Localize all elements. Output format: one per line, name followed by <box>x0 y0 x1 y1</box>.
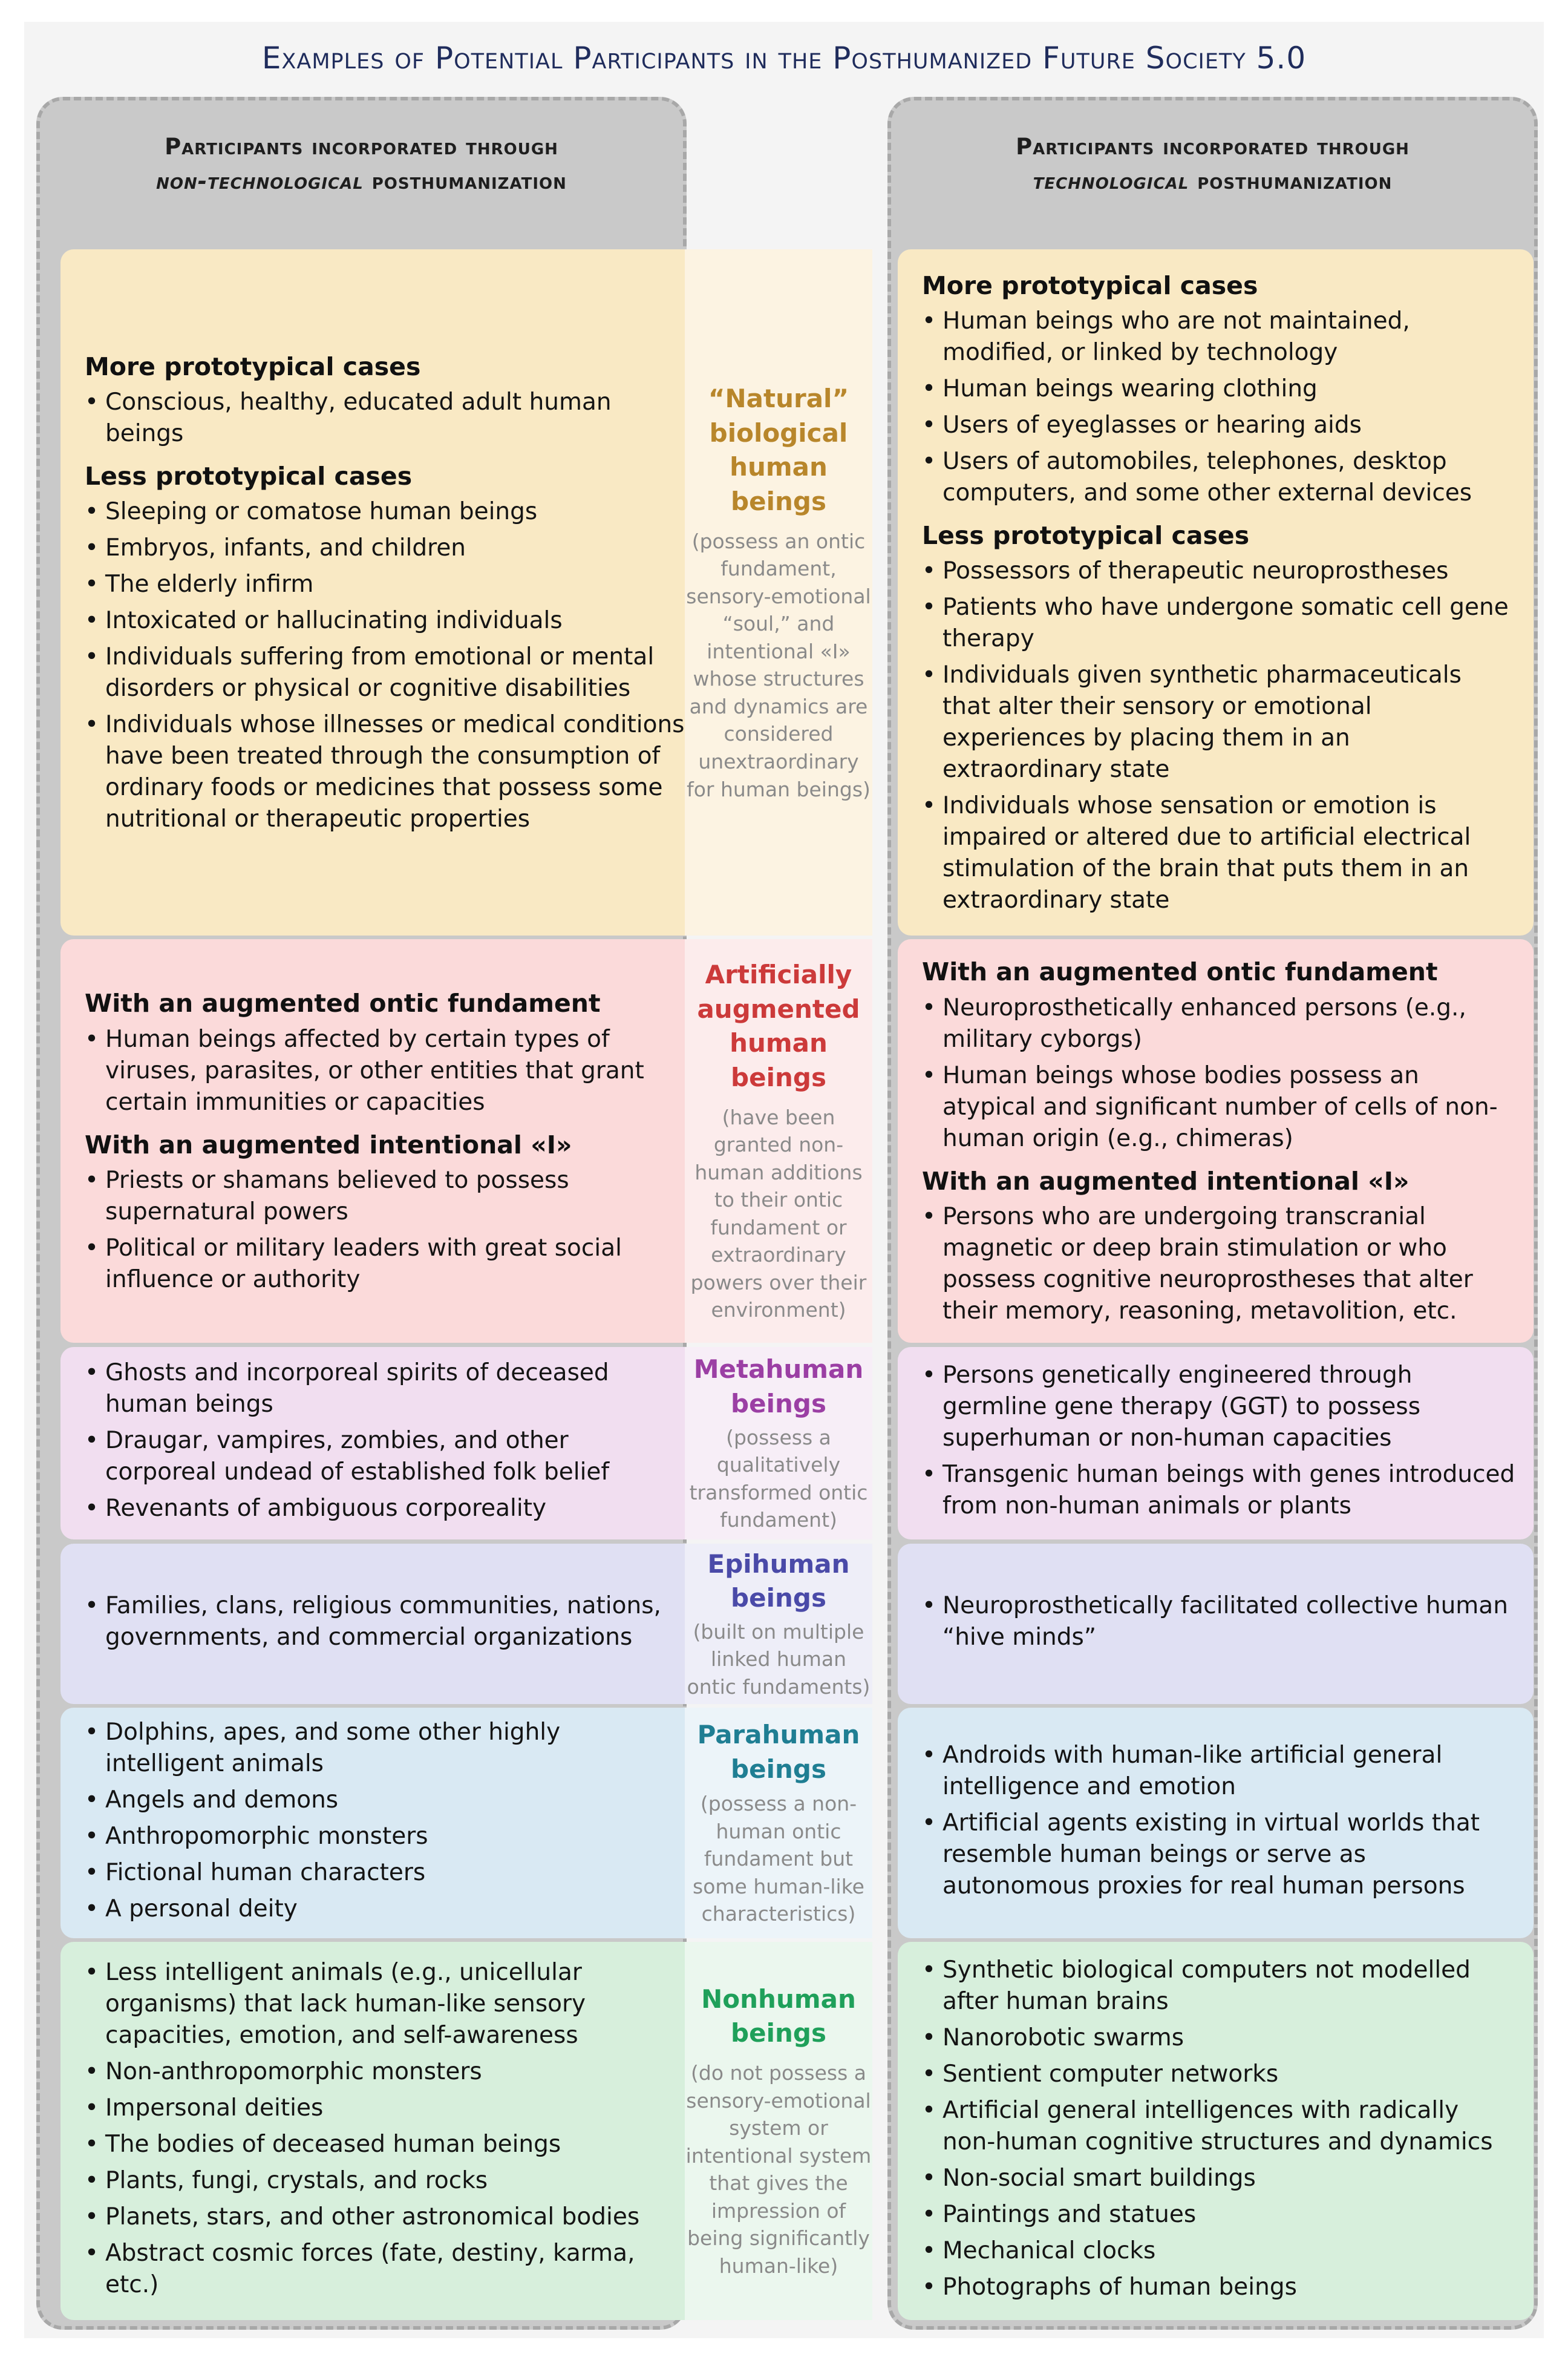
list-item: • Persons who are undergoing transcranial magnetic or deep brain stimulation or who possess cognitive neuroprostheses that alter their memory, reasoning, metavolition, etc. <box>922 1201 1515 1327</box>
list-item: • Possessors of therapeutic neuroprostheses <box>922 556 1515 587</box>
list-item: • Human beings wearing clothing <box>922 373 1515 405</box>
left-header-italic: non-technological <box>156 168 364 194</box>
bullet-list <box>922 1201 1515 1332</box>
list-item: • Sentient computer networks <box>922 2059 1515 2090</box>
category-description: (do not possess a sensory-emotional system or intentional system that gives the impression of being significantly human-like) <box>685 2061 872 2278</box>
list-item: • Nanorobotic swarms <box>922 2022 1515 2054</box>
bullet-list <box>85 1957 685 2306</box>
row-parahuman-middle <box>685 1708 872 1938</box>
list-item: • Patients who have undergone somatic cell gene therapy <box>922 592 1515 655</box>
bullet-list <box>85 496 685 840</box>
list-item: • Plants, fungi, crystals, and rocks <box>85 2165 685 2197</box>
list-item: • Individuals suffering from emotional or mental disorders or physical or cognitive disabilities <box>85 641 685 704</box>
list-item: • Androids with human-like artificial general intelligence and emotion <box>922 1740 1515 1803</box>
row-epihuman-right <box>898 1544 1534 1704</box>
category-name: Parahuman beings <box>697 1719 860 1784</box>
list-item: • Abstract cosmic forces (fate, destiny, karma, etc.) <box>85 2238 685 2301</box>
bullet-list <box>85 387 685 454</box>
group-heading: More prototypical cases <box>922 270 1258 300</box>
list-item: • Intoxicated or hallucinating individuals <box>85 605 685 637</box>
row-nonhuman-left <box>60 1942 703 2320</box>
right-header-rest: posthumanization <box>1189 168 1393 194</box>
bullet-list <box>922 1955 1515 2308</box>
row-natural-middle <box>685 249 872 936</box>
list-item: • Draugar, vampires, zombies, and other corporeal undead of established folk belief <box>85 1425 685 1488</box>
list-item: • Fictional human characters <box>85 1857 685 1889</box>
list-item: • Neuroprosthetically facilitated collective human “hive minds” <box>922 1590 1515 1653</box>
category-description: (possess a non-human ontic fundament but some human-like characteristics) <box>693 1792 864 1926</box>
list-item: • Artificial general intelligences with radically non-human cognitive structures and dynamics <box>922 2095 1515 2158</box>
list-item: • Human beings who are not maintained, modified, or linked by technology <box>922 306 1515 369</box>
list-item: • Transgenic human beings with genes introduced from non-human animals or plants <box>922 1459 1515 1522</box>
list-item: • Synthetic biological computers not modelled after human brains <box>922 1955 1515 2017</box>
bullet-list <box>85 1590 685 1658</box>
row-parahuman-left <box>60 1708 703 1938</box>
category-name: Epihuman beings <box>707 1549 850 1613</box>
list-item: • Photographs of human beings <box>922 2272 1515 2303</box>
bullet-list <box>922 1740 1515 1907</box>
category-description: (possess a qualitatively transformed ontic fundament) <box>689 1425 868 1532</box>
row-augmented-right <box>898 939 1534 1343</box>
bullet-list <box>922 992 1515 1159</box>
list-item: • Less intelligent animals (e.g., unicellular organisms) that lack human-like sensory capacities, emotion, and self-awareness <box>85 1957 685 2051</box>
bullet-list <box>85 1165 685 1300</box>
group-heading: With an augmented ontic fundament <box>922 957 1438 987</box>
list-item: • Non-social smart buildings <box>922 2163 1515 2194</box>
list-item: • Families, clans, religious communities, nations, governments, and commercial organizations <box>85 1590 685 1653</box>
list-item: • Users of automobiles, telephones, desktop computers, and some other external devices <box>922 446 1515 509</box>
row-metahuman-middle <box>685 1347 872 1539</box>
list-item: • Neuroprosthetically enhanced persons (e.g., military cyborgs) <box>922 992 1515 1055</box>
diagram-canvas <box>24 22 1544 2338</box>
row-parahuman-right <box>898 1708 1534 1938</box>
left-header-line1: Participants incorporated through <box>165 133 558 160</box>
category-name: Nonhuman beings <box>701 1984 856 2048</box>
group-heading: With an augmented intentional «I» <box>922 1166 1410 1196</box>
row-augmented-left <box>60 939 703 1343</box>
cell-content <box>898 1708 1534 1938</box>
list-item: • Artificial agents existing in virtual worlds that resemble human beings or serve as autonomous proxies for real human persons <box>922 1808 1515 1902</box>
list-item: • Individuals whose sensation or emotion is impaired or altered due to artificial electrical stimulation of the brain that puts them in an extraordinary state <box>922 790 1515 916</box>
list-item: • Individuals whose illnesses or medical conditions have been treated through the consumption of ordinary foods or medicines that possess some nutritional or therapeutic properties <box>85 709 685 835</box>
list-item: • Sleeping or comatose human beings <box>85 496 685 528</box>
category-name: Artificially augmented human beings <box>697 960 860 1093</box>
list-item: • Anthropomorphic monsters <box>85 1821 685 1852</box>
list-item: • The elderly infirm <box>85 569 685 600</box>
cell-content <box>898 1544 1534 1704</box>
category-name: Metahuman beings <box>693 1354 864 1418</box>
bullet-list <box>922 1360 1515 1527</box>
bullet-list <box>85 1357 685 1529</box>
category-description: (have been granted non-human additions to their ontic fundament or extraordinary powers over their environment) <box>690 1105 867 1322</box>
category-description: (built on multiple linked human ontic fundaments) <box>687 1619 871 1699</box>
row-epihuman-left <box>60 1544 703 1704</box>
cell-content <box>60 1544 703 1704</box>
page-title: Examples of Potential Participants in the Posthumanized Future Society 5.0 <box>261 41 1307 76</box>
row-metahuman-right <box>898 1347 1534 1539</box>
list-item: • Human beings affected by certain types of viruses, parasites, or other entities that grant certain immunities or capacities <box>85 1024 685 1118</box>
list-item: • Conscious, healthy, educated adult human beings <box>85 387 685 450</box>
bullet-list <box>85 1717 685 1930</box>
left-header-rest: posthumanization <box>363 168 567 194</box>
list-item: • Revenants of ambiguous corporeality <box>85 1493 685 1524</box>
group-heading: With an augmented intentional «I» <box>85 1130 572 1159</box>
list-item: • Persons genetically engineered through germline gene therapy (GGT) to possess superhuman or non-human capacities <box>922 1360 1515 1454</box>
list-item: • Political or military leaders with great social influence or authority <box>85 1233 685 1296</box>
row-natural-left <box>60 249 703 936</box>
group-heading: Less prototypical cases <box>85 462 413 491</box>
right-panel-header <box>891 100 1534 228</box>
list-item: • Angels and demons <box>85 1785 685 1816</box>
list-item: • Non-anthropomorphic monsters <box>85 2056 685 2088</box>
list-item: • Ghosts and incorporeal spirits of deceased human beings <box>85 1357 685 1420</box>
list-item: • Paintings and statues <box>922 2199 1515 2231</box>
bullet-list <box>922 306 1515 514</box>
group-heading: Less prototypical cases <box>922 521 1250 550</box>
group-heading: With an augmented ontic fundament <box>85 989 601 1018</box>
list-item: • The bodies of deceased human beings <box>85 2129 685 2160</box>
row-nonhuman-right <box>898 1942 1534 2320</box>
cell-content <box>898 1942 1534 2320</box>
cell-content <box>60 939 703 1343</box>
list-item: • Impersonal deities <box>85 2093 685 2124</box>
group-heading: More prototypical cases <box>85 352 421 381</box>
list-item: • Priests or shamans believed to possess supernatural powers <box>85 1165 685 1228</box>
bullet-list <box>922 1590 1515 1658</box>
right-header-italic: technological <box>1033 168 1189 194</box>
bullet-list <box>85 1024 685 1123</box>
list-item: • Individuals given synthetic pharmaceuticals that alter their sensory or emotional experiences by placing them in an extraordinary state <box>922 660 1515 785</box>
cell-content <box>60 1708 703 1938</box>
list-item: • Embryos, infants, and children <box>85 533 685 564</box>
cell-content <box>60 1942 703 2320</box>
row-metahuman-left <box>60 1347 703 1539</box>
list-item: • A personal deity <box>85 1893 685 1925</box>
bullet-list <box>922 556 1515 921</box>
row-epihuman-middle <box>685 1544 872 1704</box>
list-item: • Human beings whose bodies possess an atypical and significant number of cells of non-human origin (e.g., chimeras) <box>922 1060 1515 1155</box>
left-panel-header <box>40 100 683 228</box>
list-item: • Planets, stars, and other astronomical bodies <box>85 2201 685 2233</box>
row-augmented-middle <box>685 939 872 1343</box>
category-description: (possess an ontic fundament, sensory-emotional “soul,” and intentional «I» whose structures and dynamics are considered unextraordinary for human beings) <box>686 529 871 801</box>
list-item: • Mechanical clocks <box>922 2235 1515 2267</box>
row-nonhuman-middle <box>685 1942 872 2320</box>
cell-content <box>898 249 1534 936</box>
cell-content <box>60 249 703 936</box>
cell-content <box>60 1347 703 1539</box>
cell-content <box>898 939 1534 1343</box>
right-header-line1: Participants incorporated through <box>1016 133 1410 160</box>
row-natural-right <box>898 249 1534 936</box>
cell-content <box>898 1347 1534 1539</box>
list-item: • Users of eyeglasses or hearing aids <box>922 410 1515 441</box>
category-name: “Natural” biological human beings <box>708 383 849 517</box>
list-item: • Dolphins, apes, and some other highly intelligent animals <box>85 1717 685 1780</box>
